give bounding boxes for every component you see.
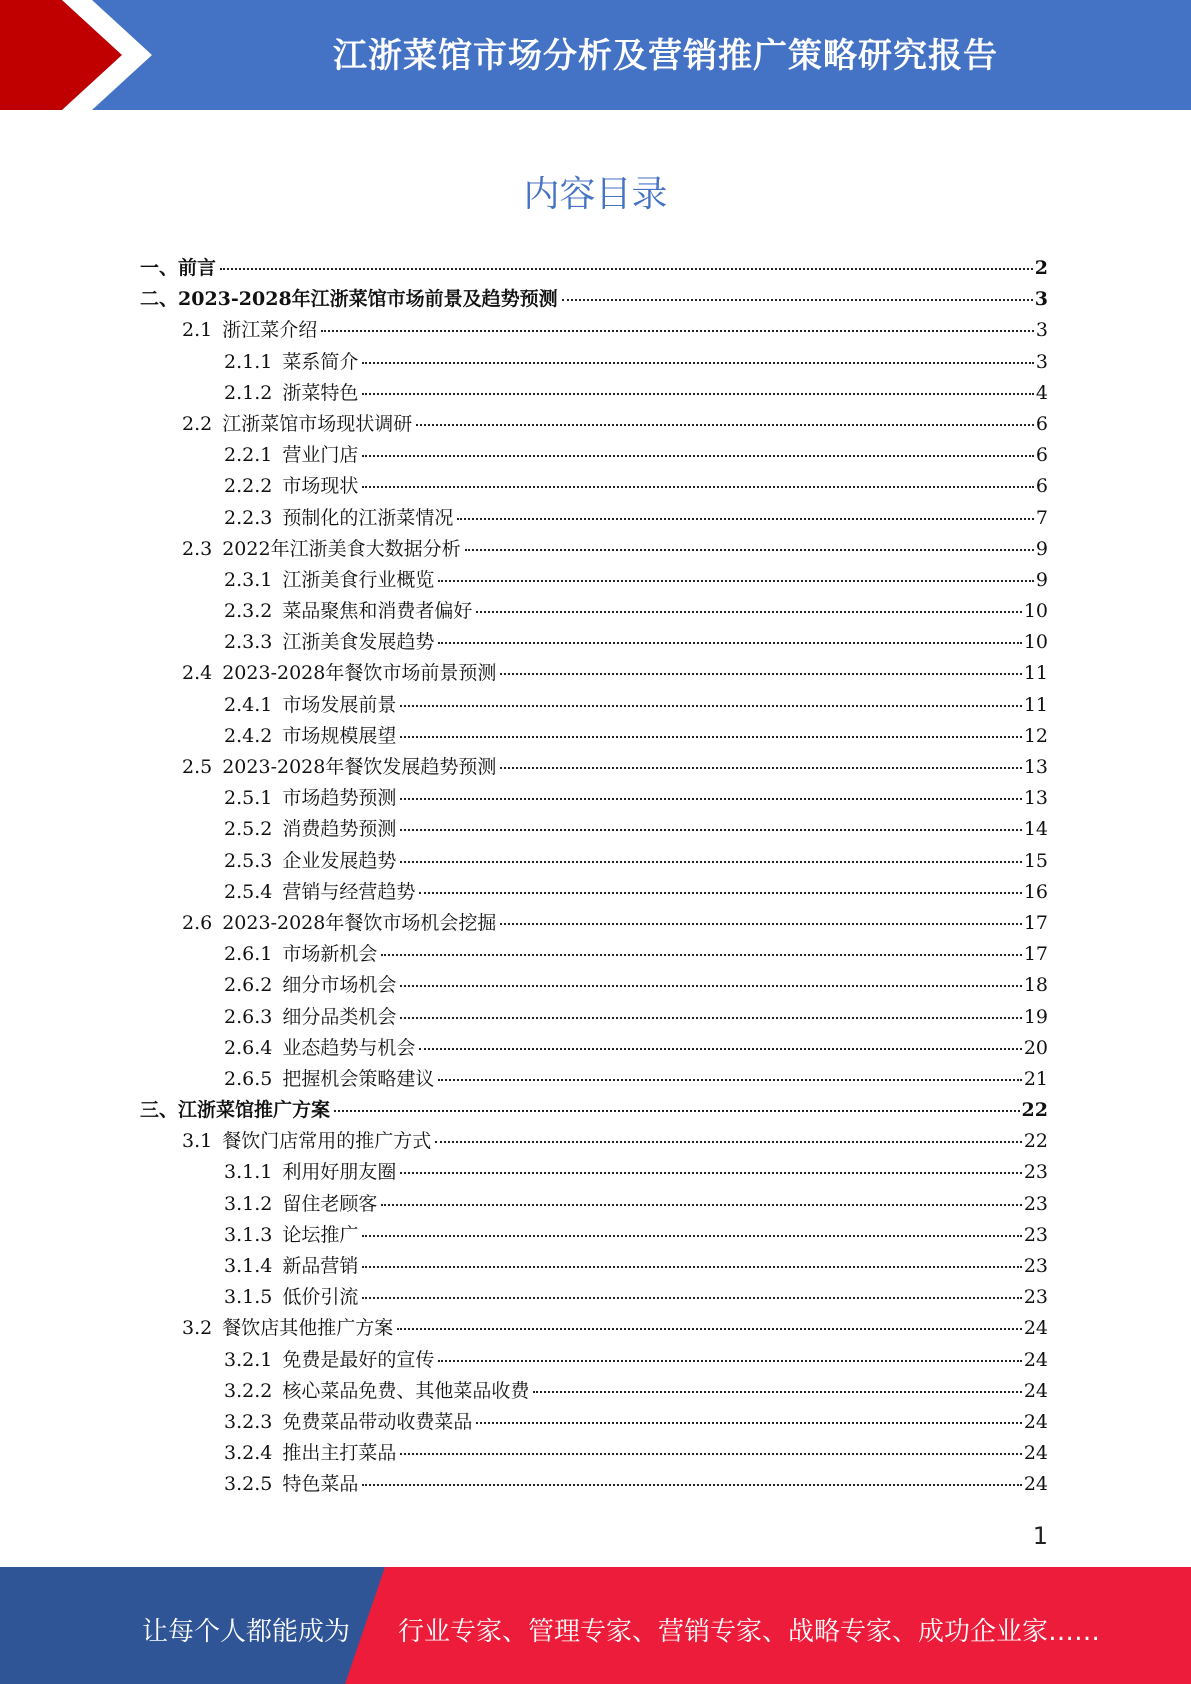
toc-entry-page: 23 [1023,1192,1048,1215]
toc-entry[interactable] [140,721,1048,752]
dot-leader [476,610,1021,613]
toc-entry-number: 3.1.5 [224,1286,273,1309]
toc-entry[interactable] [140,534,1048,565]
toc-entry-number: 2.2.1 [224,444,273,467]
toc-entry[interactable] [140,877,1048,908]
toc-entry-page: 10 [1023,600,1048,623]
toc-entry-page: 22 [1021,1099,1048,1122]
dot-leader [400,1171,1021,1174]
toc-entry-label: 留住老顾客 [282,1192,378,1215]
toc-entry-page: 20 [1023,1036,1048,1059]
toc-entry-page: 9 [1035,537,1048,560]
toc-entry-label: 论坛推广 [282,1223,359,1246]
toc-entry-label: 前言 [178,257,217,279]
toc-entry-label: 市场规模展望 [282,724,397,747]
toc-entry[interactable] [140,253,1048,284]
toc-entry-number: 2.1 [182,319,213,342]
toc-entry[interactable] [140,908,1048,939]
table-of-contents [140,253,1048,1501]
toc-entry[interactable] [140,1157,1048,1188]
toc-entry-page: 23 [1023,1223,1048,1246]
dot-leader [400,704,1021,707]
dot-leader [500,766,1021,769]
toc-entry-page: 14 [1023,818,1048,841]
dot-leader [562,298,1033,301]
toc-entry-number: 一、 [140,257,179,279]
toc-entry-label: 菜系简介 [282,350,359,373]
dot-leader [362,1296,1021,1299]
dot-leader [381,1203,1021,1206]
chevron-arrow-icon [0,0,160,110]
toc-entry-number: 2.6.1 [224,943,273,966]
toc-entry-number: 2.6.3 [224,1005,273,1028]
toc-entry-number: 3.2.5 [224,1473,273,1496]
toc-entry-page: 7 [1035,506,1048,529]
toc-entry[interactable] [140,1282,1048,1313]
toc-entry-number: 2.4.1 [224,693,273,716]
document-title: 江浙菜馆市场分析及营销推广策略研究报告 [333,36,998,76]
toc-entry-label: 营业门店 [282,444,359,467]
toc-entry[interactable] [140,1376,1048,1407]
toc-entry-number: 2.6.2 [224,974,273,997]
toc-entry-label: 江浙菜馆推广方案 [178,1099,331,1122]
toc-entry[interactable] [140,1407,1048,1438]
toc-entry-page: 17 [1023,911,1048,934]
toc-entry-label: 核心菜品免费、其他菜品收费 [282,1379,530,1402]
toc-entry-number: 2.5.3 [224,849,273,872]
dot-leader [400,1016,1021,1019]
dot-leader [362,361,1034,364]
dot-leader [397,1327,1022,1330]
toc-entry-number: 2.3.2 [224,600,273,623]
toc-entry[interactable] [140,471,1048,502]
toc-entry-number: 3.2 [182,1317,213,1340]
toc-entry-label: 市场趋势预测 [282,787,397,810]
toc-entry[interactable] [140,939,1048,970]
toc-entry-label: 把握机会策略建议 [282,1067,435,1090]
dot-leader [220,267,1033,270]
toc-entry-page: 24 [1023,1410,1048,1433]
dot-leader [334,1109,1020,1112]
toc-entry-label: 特色菜品 [282,1473,359,1496]
toc-entry-number: 二、 [140,288,179,311]
toc-entry[interactable] [140,347,1048,378]
toc-entry-number: 2.4 [182,662,213,685]
toc-entry-page: 6 [1035,475,1048,498]
toc-entry-page: 24 [1023,1442,1048,1465]
toc-entry-label: 市场现状 [282,475,359,498]
toc-heading: 内容目录 [523,174,668,215]
dot-leader [362,454,1034,457]
toc-entry-number: 2.2.3 [224,506,273,529]
dot-leader [465,548,1034,551]
dot-leader [362,1483,1021,1486]
toc-entry-label: 2023-2028年餐饮市场前景预测 [222,662,497,685]
toc-entry-page: 12 [1023,724,1048,747]
toc-entry-label: 江浙美食行业概览 [282,568,435,591]
page-number: 1 [1032,1522,1048,1550]
toc-entry-page: 18 [1023,974,1048,997]
toc-entry-label: 细分品类机会 [282,1005,397,1028]
dot-leader [438,579,1034,582]
toc-entry-label: 江浙美食发展趋势 [282,631,435,654]
toc-entry-label: 餐饮门店常用的推广方式 [222,1130,432,1153]
toc-entry-label: 2023-2028年江浙菜馆市场前景及趋势预测 [178,288,558,311]
dot-leader [438,1359,1021,1362]
dot-leader [438,641,1021,644]
toc-entry-number: 3.2.4 [224,1442,273,1465]
toc-entry-number: 2.6.4 [224,1036,273,1059]
toc-entry-number: 3.1.2 [224,1192,273,1215]
dot-leader [416,423,1034,426]
toc-entry-page: 3 [1034,288,1048,311]
toc-entry[interactable] [140,596,1048,627]
toc-entry[interactable] [140,783,1048,814]
toc-entry-label: 新品营销 [282,1255,359,1277]
toc-entry-page: 13 [1023,787,1048,810]
toc-entry-page: 24 [1023,1473,1048,1496]
dot-leader [381,953,1021,956]
toc-entry-page: 6 [1035,412,1048,435]
dot-leader [400,1452,1021,1455]
toc-entry-number: 2.2.2 [224,475,273,498]
toc-entry-label: 市场发展前景 [282,693,397,716]
dot-leader [438,1078,1021,1081]
toc-entry[interactable] [140,627,1048,658]
toc-entry-number: 2.5.4 [224,880,273,903]
dot-leader [400,828,1021,831]
toc-entry-page: 4 [1035,381,1048,404]
toc-entry-label: 营销与经营趋势 [282,880,416,903]
toc-entry-number: 2.4.2 [224,724,273,747]
toc-entry-label: 江浙菜馆市场现状调研 [222,412,413,435]
toc-entry-label: 免费菜品带动收费菜品 [282,1410,473,1433]
toc-entry[interactable] [140,1438,1048,1469]
toc-entry[interactable] [140,846,1048,877]
toc-entry[interactable] [140,440,1048,471]
toc-entry-number: 2.5 [182,756,213,778]
header-band [0,0,1191,110]
toc-entry-number: 3.1 [182,1130,213,1153]
toc-entry-page: 11 [1023,662,1048,685]
toc-entry-page: 15 [1023,849,1048,872]
toc-entry-number: 2.3.1 [224,568,273,591]
toc-entry[interactable] [140,1220,1048,1251]
toc-entry-label: 推出主打菜品 [282,1442,397,1465]
toc-entry[interactable] [140,1345,1048,1376]
toc-entry-label: 免费是最好的宣传 [282,1348,435,1371]
toc-entry-number: 2.6 [182,911,213,934]
toc-entry-page: 24 [1023,1379,1048,1402]
toc-entry-page: 24 [1023,1348,1048,1371]
toc-entry-number: 2.5.1 [224,787,273,810]
toc-entry-label: 细分市场机会 [282,974,397,997]
toc-entry[interactable] [140,1095,1048,1126]
toc-entry-label: 餐饮店其他推广方案 [222,1317,394,1340]
footer-slogan-left: 让每个人都能成为 [142,1617,351,1647]
toc-entry-label: 利用好朋友圈 [282,1161,397,1184]
toc-entry[interactable] [140,284,1048,315]
dot-leader [435,1140,1022,1143]
toc-entry-label: 市场新机会 [282,943,378,966]
toc-entry[interactable] [140,1251,1048,1282]
dot-leader [457,517,1034,520]
toc-entry-number: 2.3.3 [224,631,273,654]
toc-entry[interactable] [140,1189,1048,1220]
toc-entry-number: 3.1.1 [224,1161,273,1184]
toc-entry[interactable] [140,970,1048,1001]
toc-entry[interactable] [140,1313,1048,1344]
toc-entry-number: 2.1.1 [224,350,273,373]
toc-entry[interactable] [140,1002,1048,1033]
dot-leader [476,1421,1021,1424]
dot-leader [400,860,1021,863]
toc-entry-page: 23 [1023,1255,1048,1277]
toc-entry[interactable] [140,752,1048,783]
toc-entry-number: 3.2.3 [224,1410,273,1433]
dot-leader [533,1390,1021,1393]
dot-leader [362,1265,1021,1268]
toc-entry-label: 业态趋势与机会 [282,1036,416,1059]
toc-entry-label: 企业发展趋势 [282,849,397,872]
toc-entry-number: 2.6.5 [224,1067,273,1090]
toc-entry-label: 2023-2028年餐饮市场机会挖掘 [222,911,497,934]
toc-entry-page: 21 [1023,1067,1048,1090]
toc-entry-number: 三、 [140,1099,179,1122]
toc-entry[interactable] [140,814,1048,845]
dot-leader [400,797,1021,800]
toc-entry[interactable] [140,503,1048,534]
toc-entry-label: 菜品聚焦和消费者偏好 [282,600,473,623]
toc-entry-number: 3.2.1 [224,1348,273,1371]
toc-entry-page: 24 [1023,1317,1048,1340]
dot-leader [419,1047,1021,1050]
toc-entry-number: 2.1.2 [224,381,273,404]
toc-entry[interactable] [140,690,1048,721]
toc-entry[interactable] [140,409,1048,440]
toc-entry[interactable] [140,315,1048,346]
toc-entry-page: 23 [1023,1161,1048,1184]
toc-entry-number: 2.2 [182,412,213,435]
toc-entry-label: 2023-2028年餐饮发展趋势预测 [222,756,497,778]
toc-entry-number: 3.2.2 [224,1379,273,1402]
toc-entry-page: 2 [1034,257,1048,279]
toc-entry-label: 预制化的江浙菜情况 [282,506,454,529]
toc-entry-label: 浙江菜介绍 [222,319,318,342]
toc-entry[interactable] [140,1064,1048,1095]
toc-entry-number: 3.1.3 [224,1223,273,1246]
footer-slogan-right: 行业专家、管理专家、营销专家、战略专家、成功企业家…… [398,1617,1101,1647]
toc-entry-page: 13 [1023,756,1048,778]
toc-entry-page: 3 [1035,350,1048,373]
toc-entry-number: 3.1.4 [224,1255,273,1277]
dot-leader [500,922,1021,925]
toc-entry-page: 10 [1023,631,1048,654]
toc-entry-number: 2.3 [182,537,213,560]
dot-leader [500,672,1021,675]
toc-entry-label: 2022年江浙美食大数据分析 [222,537,461,560]
toc-entry-label: 浙菜特色 [282,381,359,404]
dot-leader [362,1234,1021,1237]
dot-leader [321,329,1034,332]
dot-leader [400,984,1021,987]
toc-entry[interactable] [140,1469,1048,1500]
toc-entry-page: 17 [1023,943,1048,966]
toc-entry-page: 9 [1035,568,1048,591]
toc-entry-page: 23 [1023,1286,1048,1309]
toc-entry[interactable] [140,1126,1048,1157]
toc-entry-page: 6 [1035,444,1048,467]
toc-entry-page: 11 [1023,693,1048,716]
toc-entry-page: 19 [1023,1005,1048,1028]
toc-entry[interactable] [140,1033,1048,1064]
toc-entry[interactable] [140,658,1048,689]
dot-leader [362,392,1034,395]
toc-entry[interactable] [140,378,1048,409]
toc-entry-label: 消费趋势预测 [282,818,397,841]
toc-entry[interactable] [140,565,1048,596]
footer-band [0,1567,1191,1684]
dot-leader [419,891,1021,894]
toc-entry-number: 2.5.2 [224,818,273,841]
dot-leader [362,485,1034,488]
dot-leader [400,735,1021,738]
toc-entry-page: 3 [1035,319,1048,342]
toc-entry-page: 16 [1023,880,1048,903]
toc-entry-page: 22 [1023,1130,1048,1153]
toc-entry-label: 低价引流 [282,1286,359,1309]
